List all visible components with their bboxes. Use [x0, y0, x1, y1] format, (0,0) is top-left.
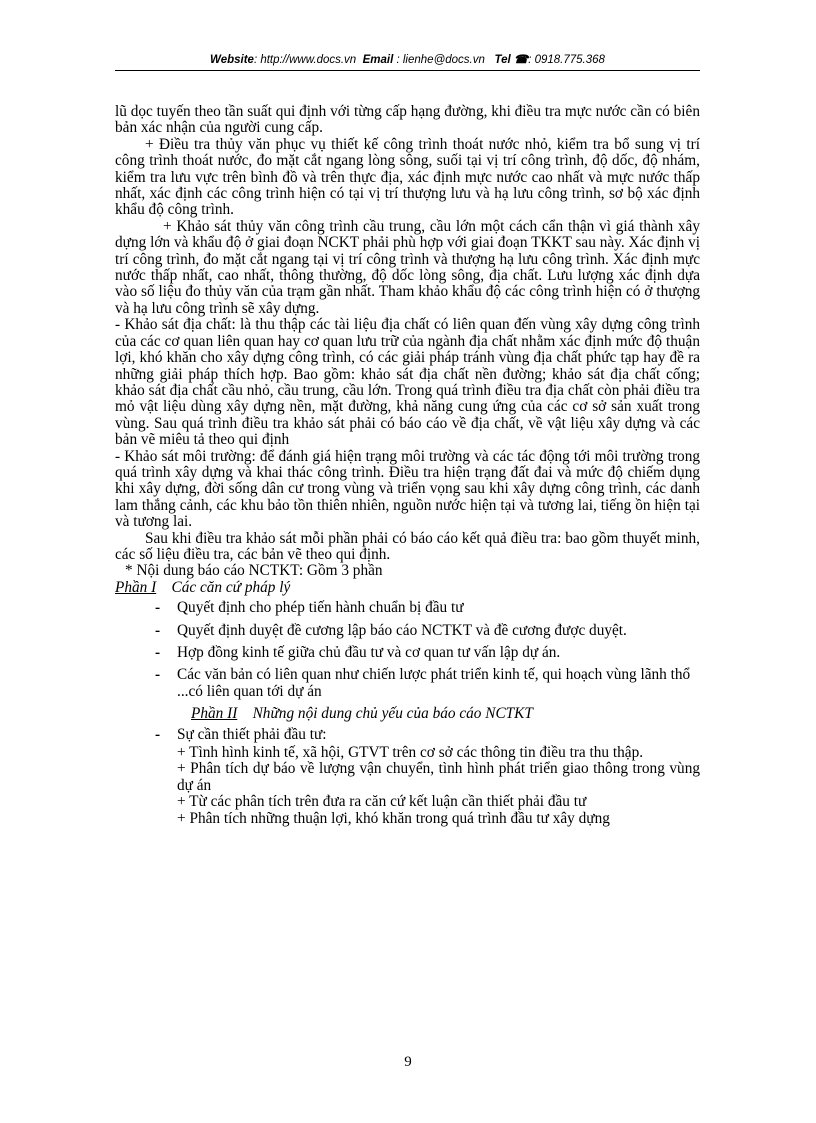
- bullet-icon: -: [155, 666, 161, 684]
- list-item: [115, 645, 700, 661]
- paragraph: - Khảo sát địa chất: là thu thập các tài liệu địa chất có liên quan đến vùng xây dựng công trình của các cơ quan liên quan hay cơ quan lưu trữ của ngành địa chất nhằm xác định mức độ thuận lợi, khó khăn cho xây dựng công trình, có các giải pháp tránh vùng địa chất phức tạp hay đề ra những giải pháp thích hợp. Bao gồm: khảo sát địa chất nền đường; khảo sát địa chất cống; khảo sát địa chất cầu nhỏ, cầu trung, cầu lớn. Trong quá trình điều tra địa chất còn phải điều tra mỏ vật liệu dùng xây dựng nền, mặt đường, khả năng cung ứng của các cơ sở sản xuất trong vùng. Sau quá trình điều tra khảo sát phải có báo cáo về địa chất, về vật liệu xây dựng và các bản vẽ miêu tả theo qui định: [115, 316, 700, 449]
- website-value: : http://www.docs.vn: [253, 54, 357, 66]
- list-item-text: Các văn bản có liên quan như chiến lược phát triển kinh tế, qui hoạch vùng lãnh thổ ...có liên quan tới dự án: [177, 666, 691, 700]
- part-label: Phần I: [115, 578, 157, 596]
- part-title: Những nội dung chủ yếu của báo cáo NCTKT: [252, 705, 533, 723]
- list-item-text: Sự cần thiết phải đầu tư:: [177, 725, 327, 743]
- paragraph: Sau khi điều tra khảo sát mỗi phần phải có báo cáo kết quả điều tra: bao gồm thuyết minh, các số liệu điều tra, các bản vẽ theo qui định.: [115, 529, 700, 563]
- tel-label: Tel: [494, 54, 511, 66]
- part-title: Các căn cứ pháp lý: [171, 578, 291, 596]
- part-label: Phần II: [191, 705, 238, 723]
- phone-icon: ☎: [513, 54, 529, 66]
- paragraph: lũ dọc tuyến theo tần suất qui định với từng cấp hạng đường, khi điều tra mực nước cần có biên bản xác nhận của người cung cấp.: [115, 103, 700, 137]
- list-item: [115, 600, 700, 616]
- bullet-icon: -: [155, 644, 161, 661]
- document-body: [115, 104, 700, 827]
- part1-list: [115, 600, 700, 700]
- list-item: [115, 623, 700, 639]
- sub-item: + Phân tích những thuận lợi, khó khăn trong quá trình đầu tư xây dựng: [177, 809, 610, 827]
- bullet-icon: -: [155, 621, 161, 639]
- part-heading: [115, 580, 700, 596]
- list-item-text: Quyết định duyệt đề cương lập báo cáo NCTKT và đề cương được duyệt.: [177, 621, 627, 639]
- email-label: Email: [362, 54, 394, 66]
- bullet-icon: -: [155, 599, 161, 617]
- sub-item: + Phân tích dự báo về lượng vận chuyển, tình hình phát triển giao thông trong vùng dự án: [177, 760, 700, 794]
- paragraph: + Khảo sát thủy văn công trình cầu trung, cầu lớn một cách cẩn thận vì giá thành xây dựng lớn và khẩu độ ở giai đoạn NCKT phải phù hợp với giai đoạn TKKT sau này. Xác định vị trí công trình, đo mặt cắt ngang tại vị trí công trình và thượng hạ lưu công trình. Xác định mực nước thấp nhất, cao nhất, thông thường, độ dốc lòng sông, địa chất. Lưu lượng xác định dựa vào số liệu đo thủy văn của trạm gần nhất. Tham khảo khẩu độ các công trình hiện có ở thượng và hạ lưu công trình sẽ xây dựng.: [115, 217, 700, 317]
- paragraph: + Điều tra thủy văn phục vụ thiết kế công trình thoát nước nhỏ, kiểm tra bổ sung vị trí công trình thoát nước, đo mặt cắt ngang lòng sông, suối tại vị trí công trình, độ dốc, độ nhám, kiểm tra lưu vực trên bình đồ và trên thực địa, xác định mực nước cao nhất và mực nước thấp nhất, xác định các công trình hiện có tại vị trí thượng lưu và hạ lưu công trình, sơ bộ xác định khẩu độ công trình.: [115, 135, 700, 219]
- email-value: : lienhe@docs.vn: [396, 54, 485, 66]
- list-item-text: Quyết định cho phép tiến hành chuẩn bị đầu tư: [177, 599, 464, 617]
- part2-list: [115, 727, 700, 743]
- bullet-icon: -: [155, 725, 161, 743]
- list-item-text: Hợp đồng kinh tế giữa chủ đầu tư và cơ quan tư vấn lập dự án.: [177, 644, 561, 661]
- page-header: [115, 52, 700, 66]
- report-heading: * Nội dung báo cáo NCTKT: Gồm 3 phần: [125, 562, 383, 580]
- paragraph: - Khảo sát môi trường: để đánh giá hiện trạng môi trường và các tác động tới môi trường trong quá trình xây dựng và khai thác công trình. Điều tra hiện trạng đất đai và mức độ chiếm dụng khi xây dựng, đời sống dân cư trong vùng và triển vọng sau khi xây dựng công trình, các danh lam thắng cảnh, các khu bảo tồn thiên nhiên, nguồn nước hiện tại và tương lai, tiếng ồn hiện tại và tương lai.: [115, 447, 700, 531]
- list-item: [115, 667, 700, 700]
- sub-item: + Từ các phân tích trên đưa ra căn cứ kết luận cần thiết phải đầu tư: [177, 793, 587, 811]
- part-heading: [191, 706, 700, 722]
- website-label: Website: [210, 54, 254, 66]
- list-item: [115, 727, 700, 743]
- tel-value: : 0918.775.368: [528, 54, 605, 66]
- page-number: 9: [404, 1054, 412, 1070]
- sub-item: + Tình hình kinh tế, xã hội, GTVT trên cơ sở các thông tin điều tra thu thập.: [177, 744, 644, 762]
- header-divider: [115, 70, 700, 71]
